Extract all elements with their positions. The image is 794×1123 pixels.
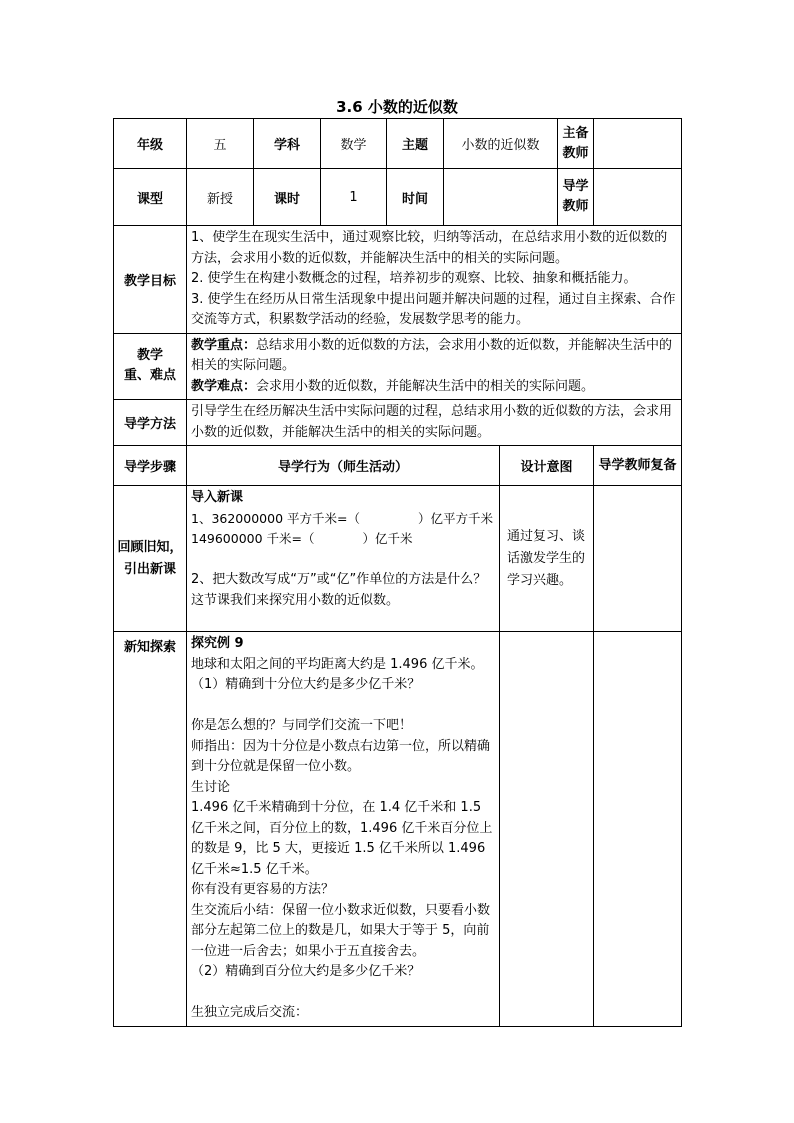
explore-line: 1.496 亿千米精确到十分位，在 1.4 亿千米和 1.5 亿千米之间，百分位上的数，1.496 亿千米百分位上的数是 9，比 5 大，更接近 1.5 亿千米所以 1.496 亿千米≈1.5 亿千米。 [191, 800, 493, 877]
explore-label: 新知探索 [114, 632, 187, 1027]
topic-label: 主题 [387, 119, 444, 169]
guide-teacher-value [594, 169, 682, 226]
explore-heading: 探究例 9 [191, 636, 244, 651]
method-text: 引导学生在经历解决生活中实际问题的过程，总结求用小数的近似数的方法，会求用小数的近似数，并能解决生活中的相关的实际问题。 [187, 400, 682, 446]
explore-line: 师指出：因为十分位是小数点右边第一位，所以精确到十分位就是保留一位小数。 [191, 738, 491, 774]
key-points-row [114, 333, 682, 400]
explore-prep [594, 632, 682, 1027]
review-content [187, 486, 500, 632]
lead-teacher-value [594, 119, 682, 169]
grade-label: 年级 [114, 119, 187, 169]
steps-header-row [114, 446, 682, 486]
review-q1-b: ）亿平方千米 [417, 510, 493, 526]
lesson-plan-table [113, 118, 682, 1027]
objective-item: 3. 使学生在经历从日常生活现象中提出问题并解决问题的过程，通过自主探索、合作交流等方式，积累数学活动的经验，发展数学思考的能力。 [191, 291, 676, 327]
steps-activity-header: 导学行为（师生活动） [187, 446, 500, 486]
page-title: 3.6 小数的近似数 [336, 98, 458, 116]
review-heading: 导入新课 [191, 490, 244, 505]
review-intent: 通过复习、谈话激发学生的学习兴趣。 [500, 486, 594, 632]
review-row [114, 486, 682, 632]
key-points-label [114, 333, 187, 400]
difficulty-text: 会求用小数的近似数，并能解决生活中的相关的实际问题。 [256, 378, 595, 394]
explore-line: 生讨论 [191, 779, 231, 795]
steps-intent-header: 设计意图 [500, 446, 594, 486]
method-label: 导学方法 [114, 400, 187, 446]
explore-line: （2）精确到百分位大约是多少亿千米？ [191, 964, 421, 979]
period-value: 1 [321, 169, 387, 226]
explore-content [187, 632, 500, 1027]
topic-value: 小数的近似数 [444, 119, 558, 169]
explore-intent [500, 632, 594, 1027]
subject-value: 数学 [321, 119, 387, 169]
objective-item: 1、使学生在现实生活中，通过观察比较，归纳等活动，在总结求用小数的近似数的方法，会求用小数的近似数，并能解决生活中的相关的实际问题。 [191, 230, 668, 266]
method-row [114, 400, 682, 446]
time-value [444, 169, 558, 226]
review-q1-a: 1、362000000 平方千米=（ [191, 510, 360, 526]
review-prep [594, 486, 682, 632]
explore-line: （1）精确到十分位大约是多少亿千米？ [191, 677, 421, 692]
key-points-label-line1: 教学 [136, 348, 163, 364]
objectives-row [114, 226, 682, 334]
objective-item: 2. 使学生在构建小数概念的过程，培养初步的观察、比较、抽象和概括能力。 [191, 271, 637, 286]
review-q2: 2、把大数改写成“万”或“亿”作单位的方法是什么？ [191, 572, 487, 587]
explore-line: 地球和太阳之间的平均距离大约是 1.496 亿千米。 [191, 656, 484, 672]
period-label: 课时 [254, 169, 321, 226]
subject-label: 学科 [254, 119, 321, 169]
explore-line: 生独立完成后交流： [191, 1005, 309, 1020]
review-q1-d: ）亿千米 [362, 531, 413, 546]
focus-text: 总结求用小数的近似数的方法，会求用小数的近似数，并能解决生活中的相关的实际问题。 [191, 337, 673, 373]
grade-value: 五 [187, 119, 254, 169]
key-points-label-line2: 重、难点 [123, 368, 176, 384]
steps-prep-header: 导学教师复备 [594, 446, 682, 486]
time-label: 时间 [387, 169, 444, 226]
explore-line: 生交流后小结：保留一位小数求近似数，只要看小数部分左起第二位上的数是几，如果大于等于 5，向前一位进一后舍去；如果小于五直接舍去。 [191, 902, 491, 959]
lead-teacher-label: 主备教师 [558, 119, 594, 169]
objectives-label: 教学目标 [114, 226, 187, 334]
explore-line: 你是怎么想的？与同学们交流一下吧！ [191, 718, 413, 733]
key-points-content [187, 333, 682, 400]
review-label: 回顾旧知，引出新课 [114, 486, 187, 632]
focus-label: 教学重点： [191, 337, 257, 353]
lesson-type-label: 课型 [114, 169, 187, 226]
guide-teacher-label: 导学教师 [558, 169, 594, 226]
header-row-2 [114, 169, 682, 226]
explore-row [114, 632, 682, 1027]
difficulty-label: 教学难点： [191, 378, 257, 394]
explore-line: 你有没有更容易的方法？ [191, 882, 335, 897]
objectives-content [187, 226, 682, 334]
review-q3: 这节课我们来探究用小数的近似数。 [191, 592, 400, 608]
steps-step-header: 导学步骤 [114, 446, 187, 486]
review-q1-c: 149600000 千米=（ [191, 531, 315, 546]
lesson-type-value: 新授 [187, 169, 254, 226]
header-row-1 [114, 119, 682, 169]
